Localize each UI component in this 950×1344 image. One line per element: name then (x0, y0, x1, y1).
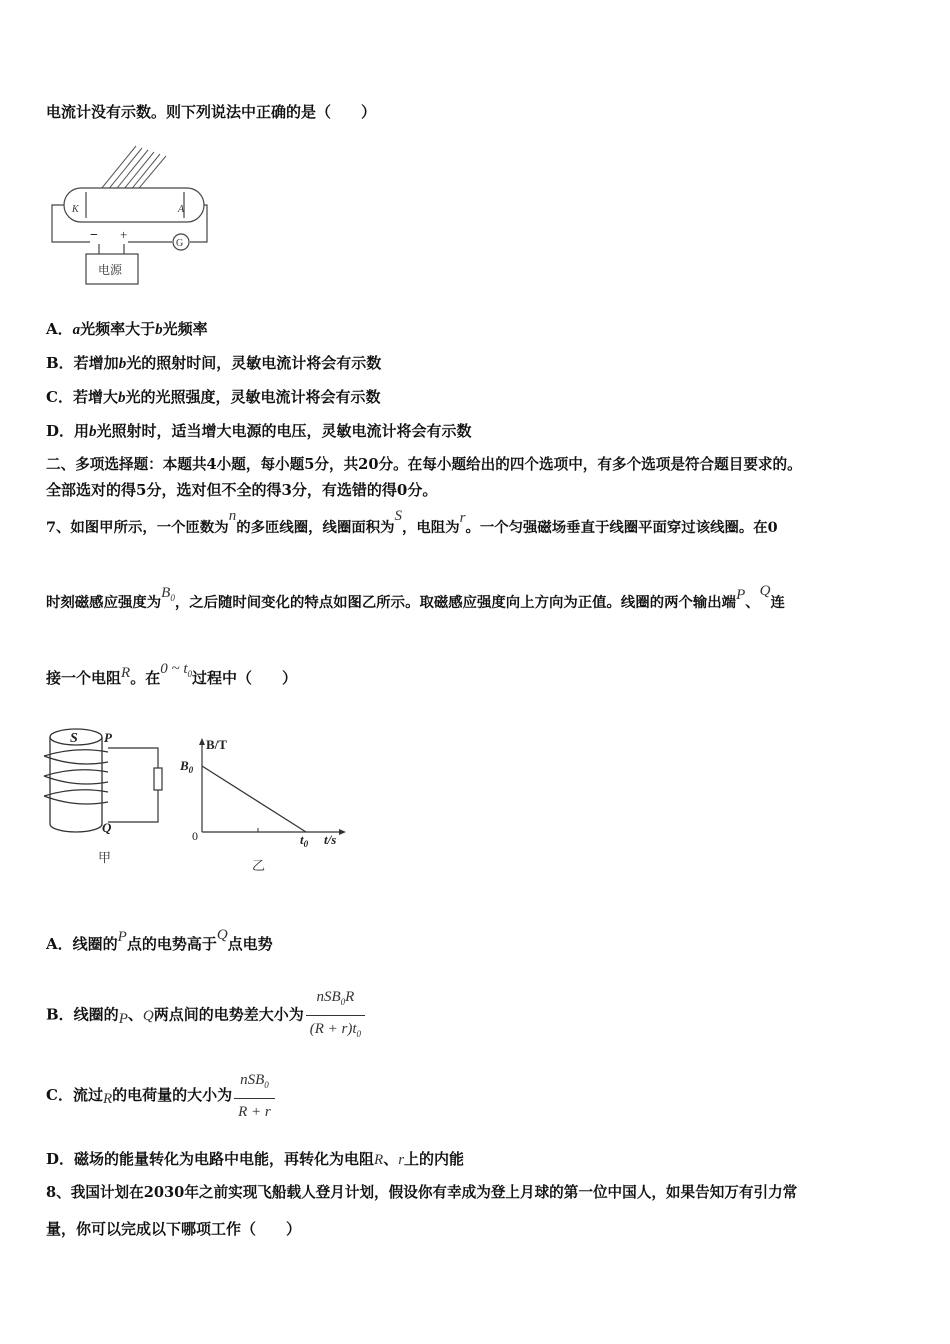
b-line (202, 766, 306, 832)
resistor (154, 768, 162, 790)
plus-terminal: + (120, 227, 128, 242)
b0-label: $B_0$ (180, 758, 194, 775)
q7-option-b: B．线圈的P、Q两点间的电势差大小为 $\frac{nSB_0R}{(R + r)t_0}$ (46, 985, 365, 1046)
y-axis-label: B/T (206, 737, 227, 752)
q7-option-c: C．流过R的电荷量的大小为 $\frac{nSB_0}{R + r}$ (46, 1068, 275, 1124)
minus-terminal: − (90, 228, 98, 243)
figure-yi-caption: 乙 (252, 859, 266, 874)
q7-c-fraction: $\frac{nSB_0}{R + r}$ (234, 1068, 275, 1124)
q8-line1: 8、我国计划在2030年之前实现飞船载人登月计划，假设你有幸成为登上月球的第一位中国人，如果告知万有引力常 (46, 1184, 798, 1201)
q8-line2: 量，你可以完成以下哪项工作（ ） (46, 1220, 302, 1238)
q6-option-b: B．若增加b光的照射时间，灵敏电流计将会有示数 (46, 354, 382, 372)
power-source-label: 电源 (98, 263, 123, 277)
coil-windings (44, 750, 108, 804)
q6-option-d: D．用b光照射时，适当增大电源的电压，灵敏电流计将会有示数 (46, 422, 472, 440)
x-axis-label: t/s (324, 832, 337, 847)
q7-option-d: D．磁场的能量转化为电路中电能，再转化为电阻R、r上的内能 (46, 1150, 465, 1168)
cathode-label: K (72, 204, 79, 215)
q6-stem: 电流计没有示数。则下列说法中正确的是（ ） (46, 103, 377, 121)
photoelectric-circuit-figure (44, 132, 214, 288)
q6-option-c: C．若增大b光的光照强度，灵敏电流计将会有示数 (46, 388, 381, 406)
coil-figure-jia (40, 724, 170, 870)
terminal-p-label: P (104, 730, 112, 745)
coil-area-label: S (70, 731, 78, 746)
t0-label: $t_0$ (300, 832, 309, 849)
section2-line2: 全部选对的得5分，选对但不全的得3分，有选错的得0分。 (46, 481, 438, 499)
q6-option-a: A．a光频率大于b光频率 (46, 320, 208, 338)
section2-line1: 二、多项选择题：本题共4小题，每小题5分，共20分。在每小题给出的四个选项中，有多个选项是符合题目要求的。 (46, 456, 802, 473)
q7-option-a: A．线圈的P点的电势高于Q点电势 (46, 927, 273, 953)
galvanometer-label: G (176, 238, 184, 249)
bt-graph-figure-yi (176, 732, 356, 874)
q7-stem-line1: 7、如图甲所示，一个匝数为n的多匝线圈，线圈面积为S，电阻为r。一个匀强磁场垂直于线圈平面穿过该线圈。在0 (46, 508, 778, 536)
terminal-q-label: Q (102, 820, 112, 835)
q7-stem-line3: 接一个电阻R。在0 ~ $t_0$过程中（ ） (46, 661, 298, 687)
anode-label: A (178, 204, 185, 215)
origin-label: 0 (192, 829, 198, 843)
q7-b-fraction: $\frac{nSB_0R}{(R + r)t_0}$ (306, 985, 365, 1046)
figure-jia-caption: 甲 (98, 851, 112, 866)
q7-stem-line2: 时刻磁感应强度为$B_0$，之后随时间变化的特点如图乙所示。取磁感应强度向上方向为正值。线圈的两个输出端P、Q连 (46, 583, 785, 611)
